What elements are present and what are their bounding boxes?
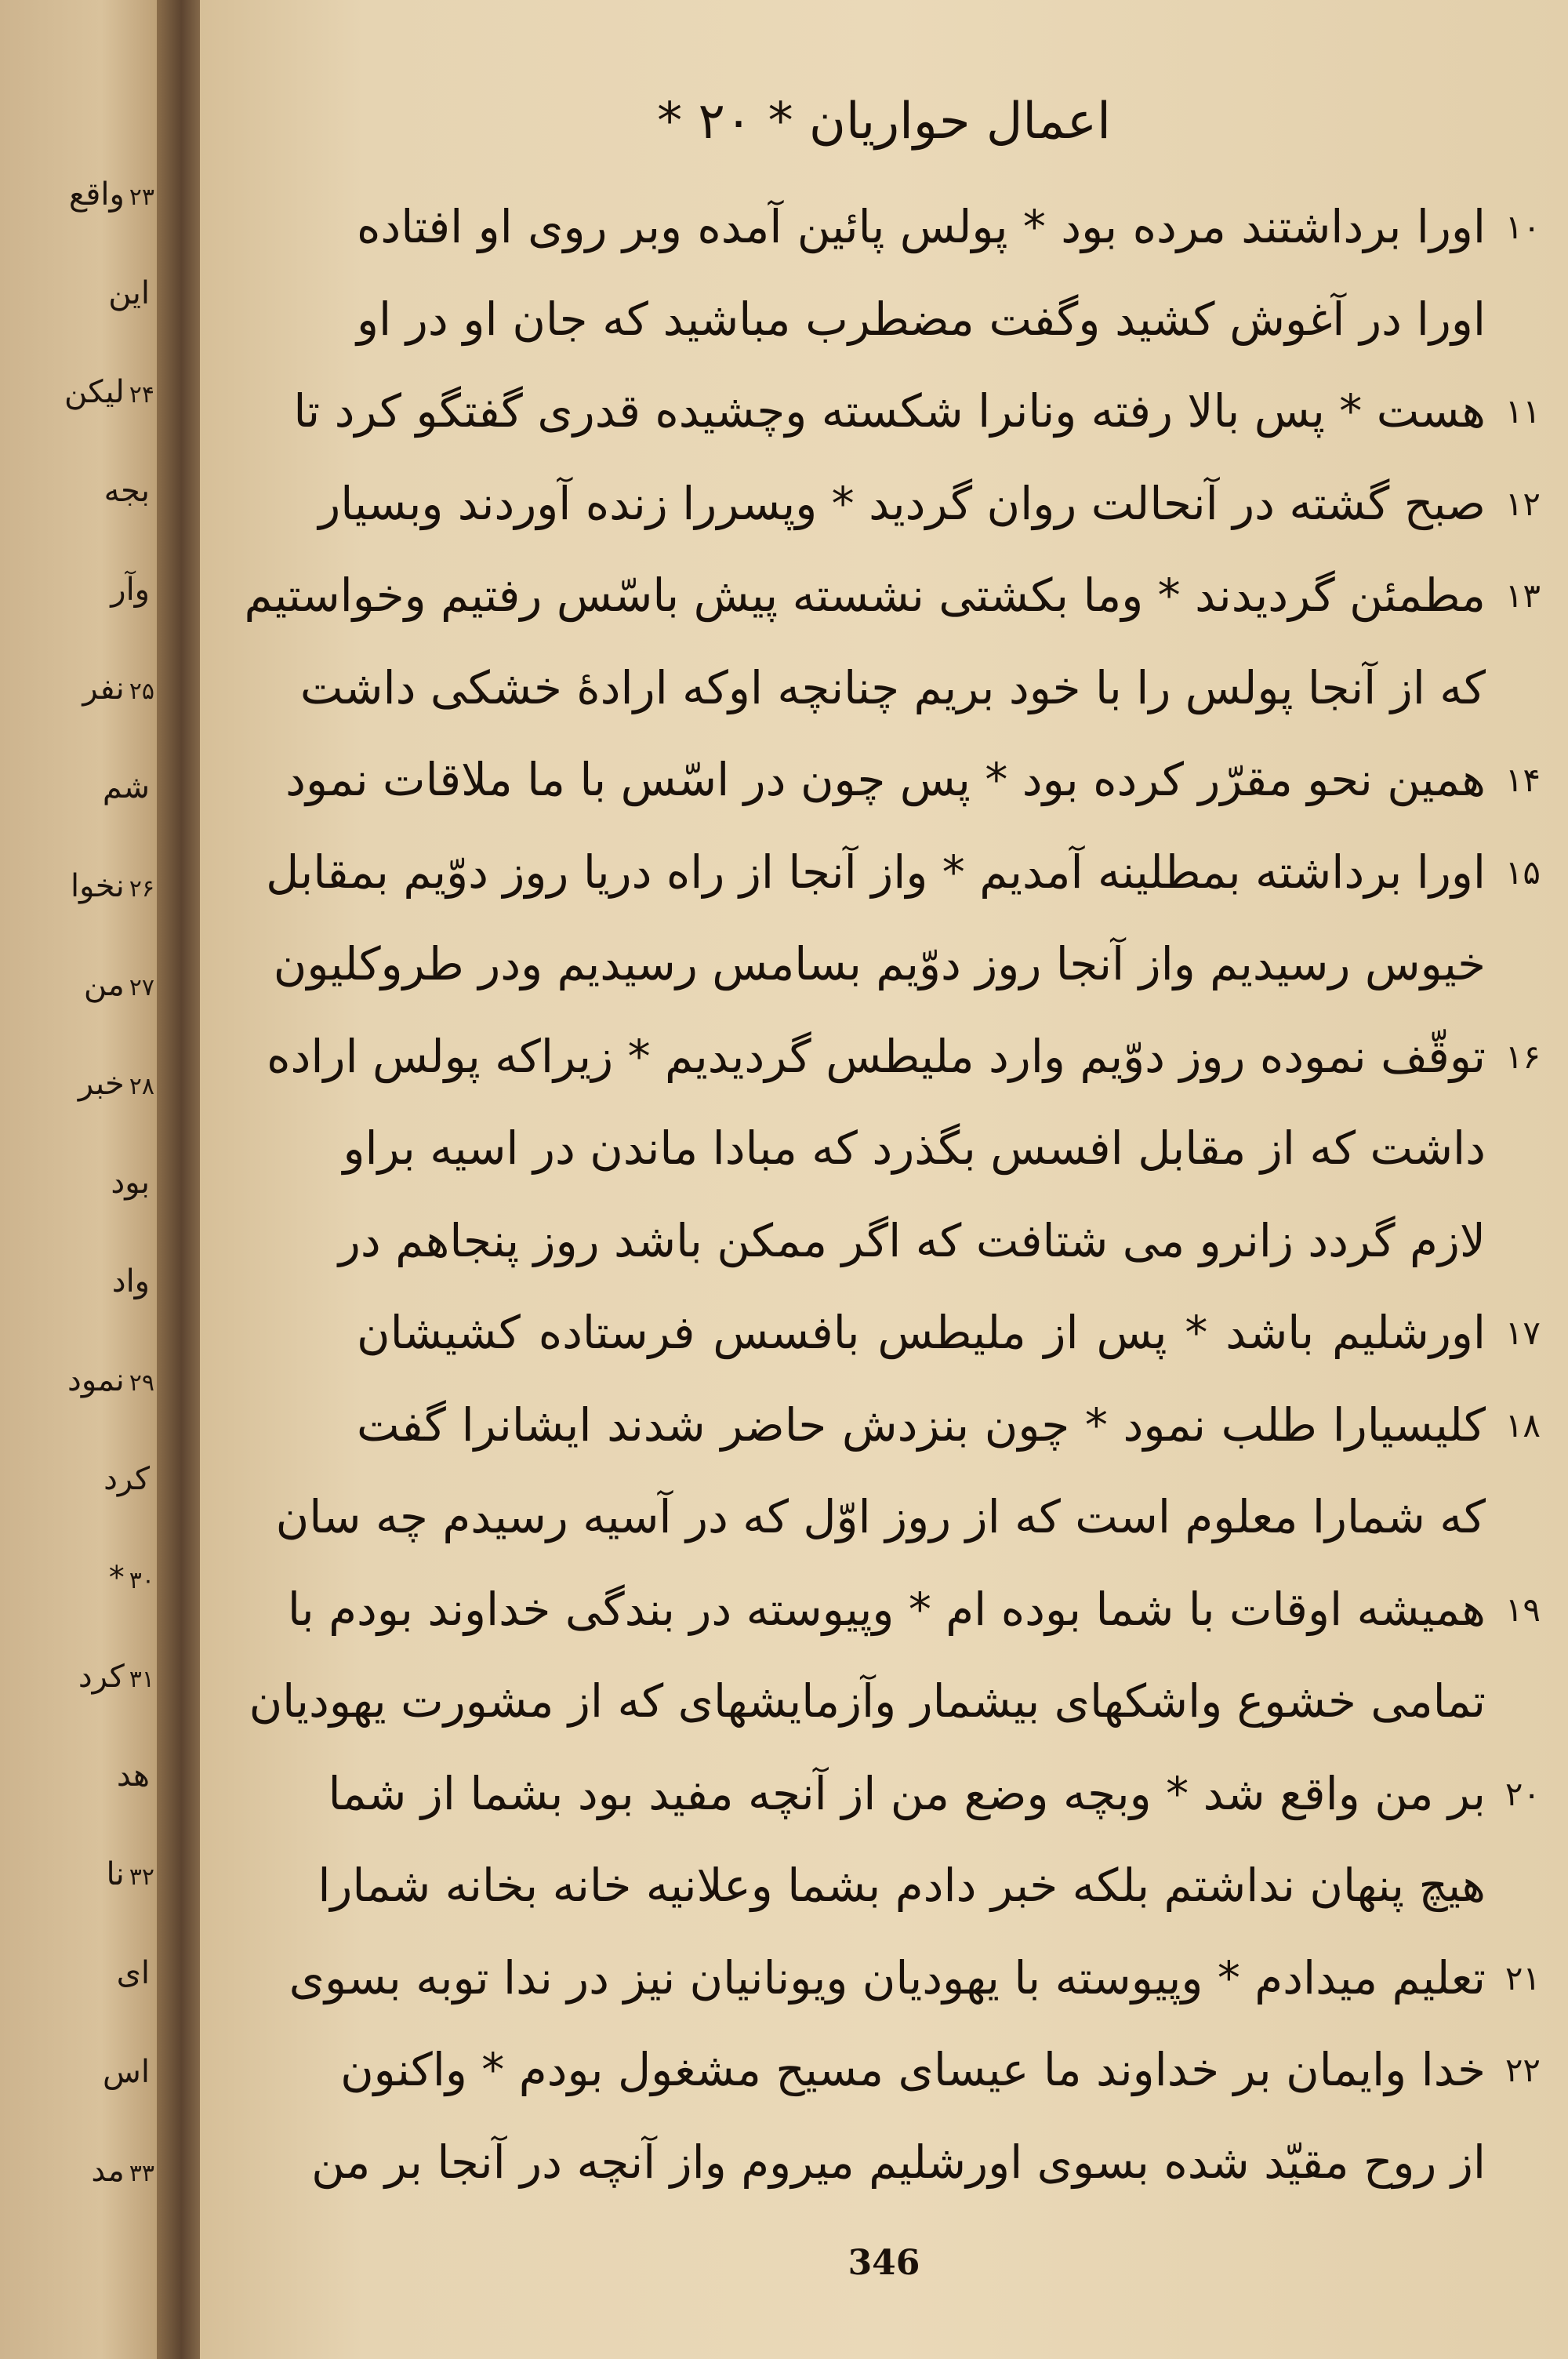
text-line: همین نحو مقرّر کرده بود * پس چون در اسّس با ما ملاقات نمود bbox=[285, 753, 1486, 806]
left-page-line bbox=[117, 1757, 154, 1794]
text-line: صبح گشته در آنحالت روان گردید * وپسررا زنده آوردند وبسیار bbox=[318, 476, 1486, 530]
text-line: تمامی خشوع واشکهای بیشمار وآزمایشهای که از مشورت یهودیان bbox=[249, 1674, 1486, 1728]
left-line-text: من bbox=[83, 967, 125, 1003]
left-page-line bbox=[69, 176, 154, 213]
verse-number: ۱۴ bbox=[1504, 761, 1541, 799]
left-line-text: شم bbox=[102, 769, 150, 805]
left-line-text: کرد bbox=[103, 1461, 150, 1497]
left-verse-number: ۲۳ bbox=[129, 184, 154, 211]
text-line: که از آنجا پولس را با خود بریم چنانچه اوکه ارادهٔ خشکی داشت bbox=[299, 660, 1486, 714]
text-line: از روح مقیّد شده بسوی اورشلیم میروم واز آنچه در آنجا بر من bbox=[311, 2135, 1486, 2189]
verse-number: ۱۶ bbox=[1504, 1037, 1541, 1076]
left-line-text: نفر bbox=[82, 671, 125, 707]
verse-number: ۱۳ bbox=[1504, 576, 1541, 615]
text-line: اورا در آغوش کشید وگفت مضطرب مباشید که جان او در او bbox=[357, 292, 1486, 346]
left-page-line bbox=[117, 1955, 154, 1991]
text-line: هیچ پنهان نداشتم بلکه خبر دادم بشما وعلانیه خانه بخانه شمارا bbox=[318, 1859, 1486, 1912]
left-page-line bbox=[78, 1066, 154, 1102]
left-verse-number: ۳۳ bbox=[129, 2160, 154, 2187]
verse-number: ۱۰ bbox=[1504, 208, 1541, 246]
text-line: کلیسیارا طلب نمود * چون بنزدش حاضر شدند ایشانرا گفت bbox=[357, 1398, 1486, 1452]
left-line-text: لیکن bbox=[64, 374, 125, 410]
text-line: مطمئن گردیدند * وما بکشتی نشسته پیش باسّس رفتیم وخواستیم bbox=[244, 569, 1486, 622]
left-page bbox=[0, 0, 169, 2359]
verse-number: ۱۵ bbox=[1504, 852, 1541, 892]
verse-number: ۲۰ bbox=[1504, 1774, 1541, 1813]
left-page-line bbox=[103, 769, 154, 805]
left-page-line bbox=[103, 2054, 154, 2090]
left-verse-number: ۲۴ bbox=[129, 381, 154, 409]
left-page-line bbox=[108, 275, 154, 311]
text-line: همیشه اوقات با شما بوده ام * وپیوسته در بندگی خداوند بودم با bbox=[287, 1582, 1486, 1636]
text-line: لازم گردد زانرو می شتافت که اگر ممکن باشد روز پنجاهم در bbox=[338, 1213, 1486, 1267]
left-verse-number: ۲۸ bbox=[129, 1073, 154, 1100]
left-page-line bbox=[111, 572, 154, 608]
left-verse-number: ۲۷ bbox=[129, 974, 154, 1001]
verse-number: ۱۱ bbox=[1504, 392, 1541, 431]
verse-number: ۲۲ bbox=[1504, 2051, 1541, 2089]
left-page-line bbox=[104, 473, 154, 509]
left-line-text: مد bbox=[91, 2153, 125, 2189]
right-page bbox=[200, 0, 1568, 2359]
left-line-text: وآر bbox=[111, 572, 150, 608]
left-verse-number: ۲۵ bbox=[129, 678, 154, 705]
verse-number: ۱۲ bbox=[1504, 484, 1541, 523]
page-number: 346 bbox=[848, 2243, 920, 2283]
text-line: اورشلیم باشد * پس از ملیطس بافسس فرستاده کشیشان bbox=[357, 1306, 1486, 1359]
text-line: هست * پس بالا رفته ونانرا شکسته وچشیده قدری گفتگو کرد تا bbox=[293, 384, 1486, 438]
left-page-line bbox=[78, 1659, 154, 1695]
left-page-line bbox=[112, 1263, 154, 1299]
left-line-text: واقع bbox=[68, 176, 125, 213]
left-line-text: خبر bbox=[78, 1066, 125, 1102]
verse-number: ۱۹ bbox=[1504, 1590, 1541, 1629]
left-line-text: نمود bbox=[67, 1362, 125, 1398]
left-page-line bbox=[82, 671, 154, 707]
left-line-text: نخوا bbox=[71, 868, 125, 904]
left-page-line bbox=[67, 1362, 154, 1398]
text-line: تعلیم میدادم * وپیوسته با یهودیان ویونانیان نیز در ندا توبه بسوی bbox=[289, 1950, 1486, 2005]
verse-number: ۲۱ bbox=[1504, 1958, 1541, 1997]
text-line: خدا وایمان بر خداوند ما عیسای مسیح مشغول بودم * واکنون bbox=[340, 2043, 1486, 2096]
left-page-line bbox=[71, 868, 154, 904]
left-verse-number: ۳۰ bbox=[129, 1567, 154, 1594]
text-line: توقّف نموده روز دوّیم وارد ملیطس گردیدیم * زیراکه پولس اراده bbox=[267, 1029, 1486, 1083]
text-line: اورا برداشته بمطلینه آمدیم * واز آنجا از راه دریا روز دوّیم بمقابل bbox=[266, 845, 1486, 899]
page-header: اعمال حواریان * ۲۰ * bbox=[657, 93, 1111, 151]
text-line: که شمارا معلوم است که از روز اوّل که در آسیه رسیدم چه سان bbox=[275, 1490, 1486, 1543]
text-line: داشت که از مقابل افسس بگذرد که مبادا ماندن در اسیه براو bbox=[343, 1121, 1486, 1175]
text-line: اورا برداشتند مرده بود * پولس پائین آمده وبر روی او افتاده bbox=[357, 200, 1486, 253]
left-page-line bbox=[84, 967, 154, 1003]
left-line-text: بود bbox=[111, 1165, 150, 1201]
left-line-text: نا bbox=[106, 1856, 125, 1892]
left-page-line bbox=[91, 2153, 154, 2189]
left-page-line bbox=[64, 374, 154, 410]
left-page-line bbox=[106, 1856, 154, 1892]
left-line-text: اى bbox=[116, 1955, 150, 1991]
left-page-line bbox=[109, 1560, 154, 1596]
left-line-text: این bbox=[108, 275, 150, 311]
left-line-text: کرد bbox=[78, 1659, 125, 1695]
left-line-text: اس bbox=[103, 2054, 150, 2090]
left-line-text: هد bbox=[116, 1757, 150, 1794]
left-page-line bbox=[111, 1165, 154, 1201]
verse-number: ۱۷ bbox=[1504, 1314, 1541, 1352]
left-page-line bbox=[103, 1461, 154, 1497]
left-line-text: بجه bbox=[103, 473, 150, 509]
left-verse-number: ۲۶ bbox=[129, 875, 154, 903]
left-verse-number: ۳۲ bbox=[129, 1863, 154, 1891]
left-verse-number: ۳۱ bbox=[129, 1666, 154, 1693]
verse-number: ۱۸ bbox=[1504, 1405, 1541, 1445]
left-line-text: واد bbox=[111, 1263, 150, 1299]
left-line-text: * bbox=[108, 1560, 125, 1596]
left-verse-number: ۲۹ bbox=[129, 1369, 154, 1397]
text-line: بر من واقع شد * وبچه وضع من از آنچه مفید بود بشما از شما bbox=[328, 1766, 1486, 1820]
text-line: خیوس رسیدیم واز آنجا روز دوّیم بسامس رسیدیم ودر طروکلیون bbox=[273, 937, 1486, 990]
